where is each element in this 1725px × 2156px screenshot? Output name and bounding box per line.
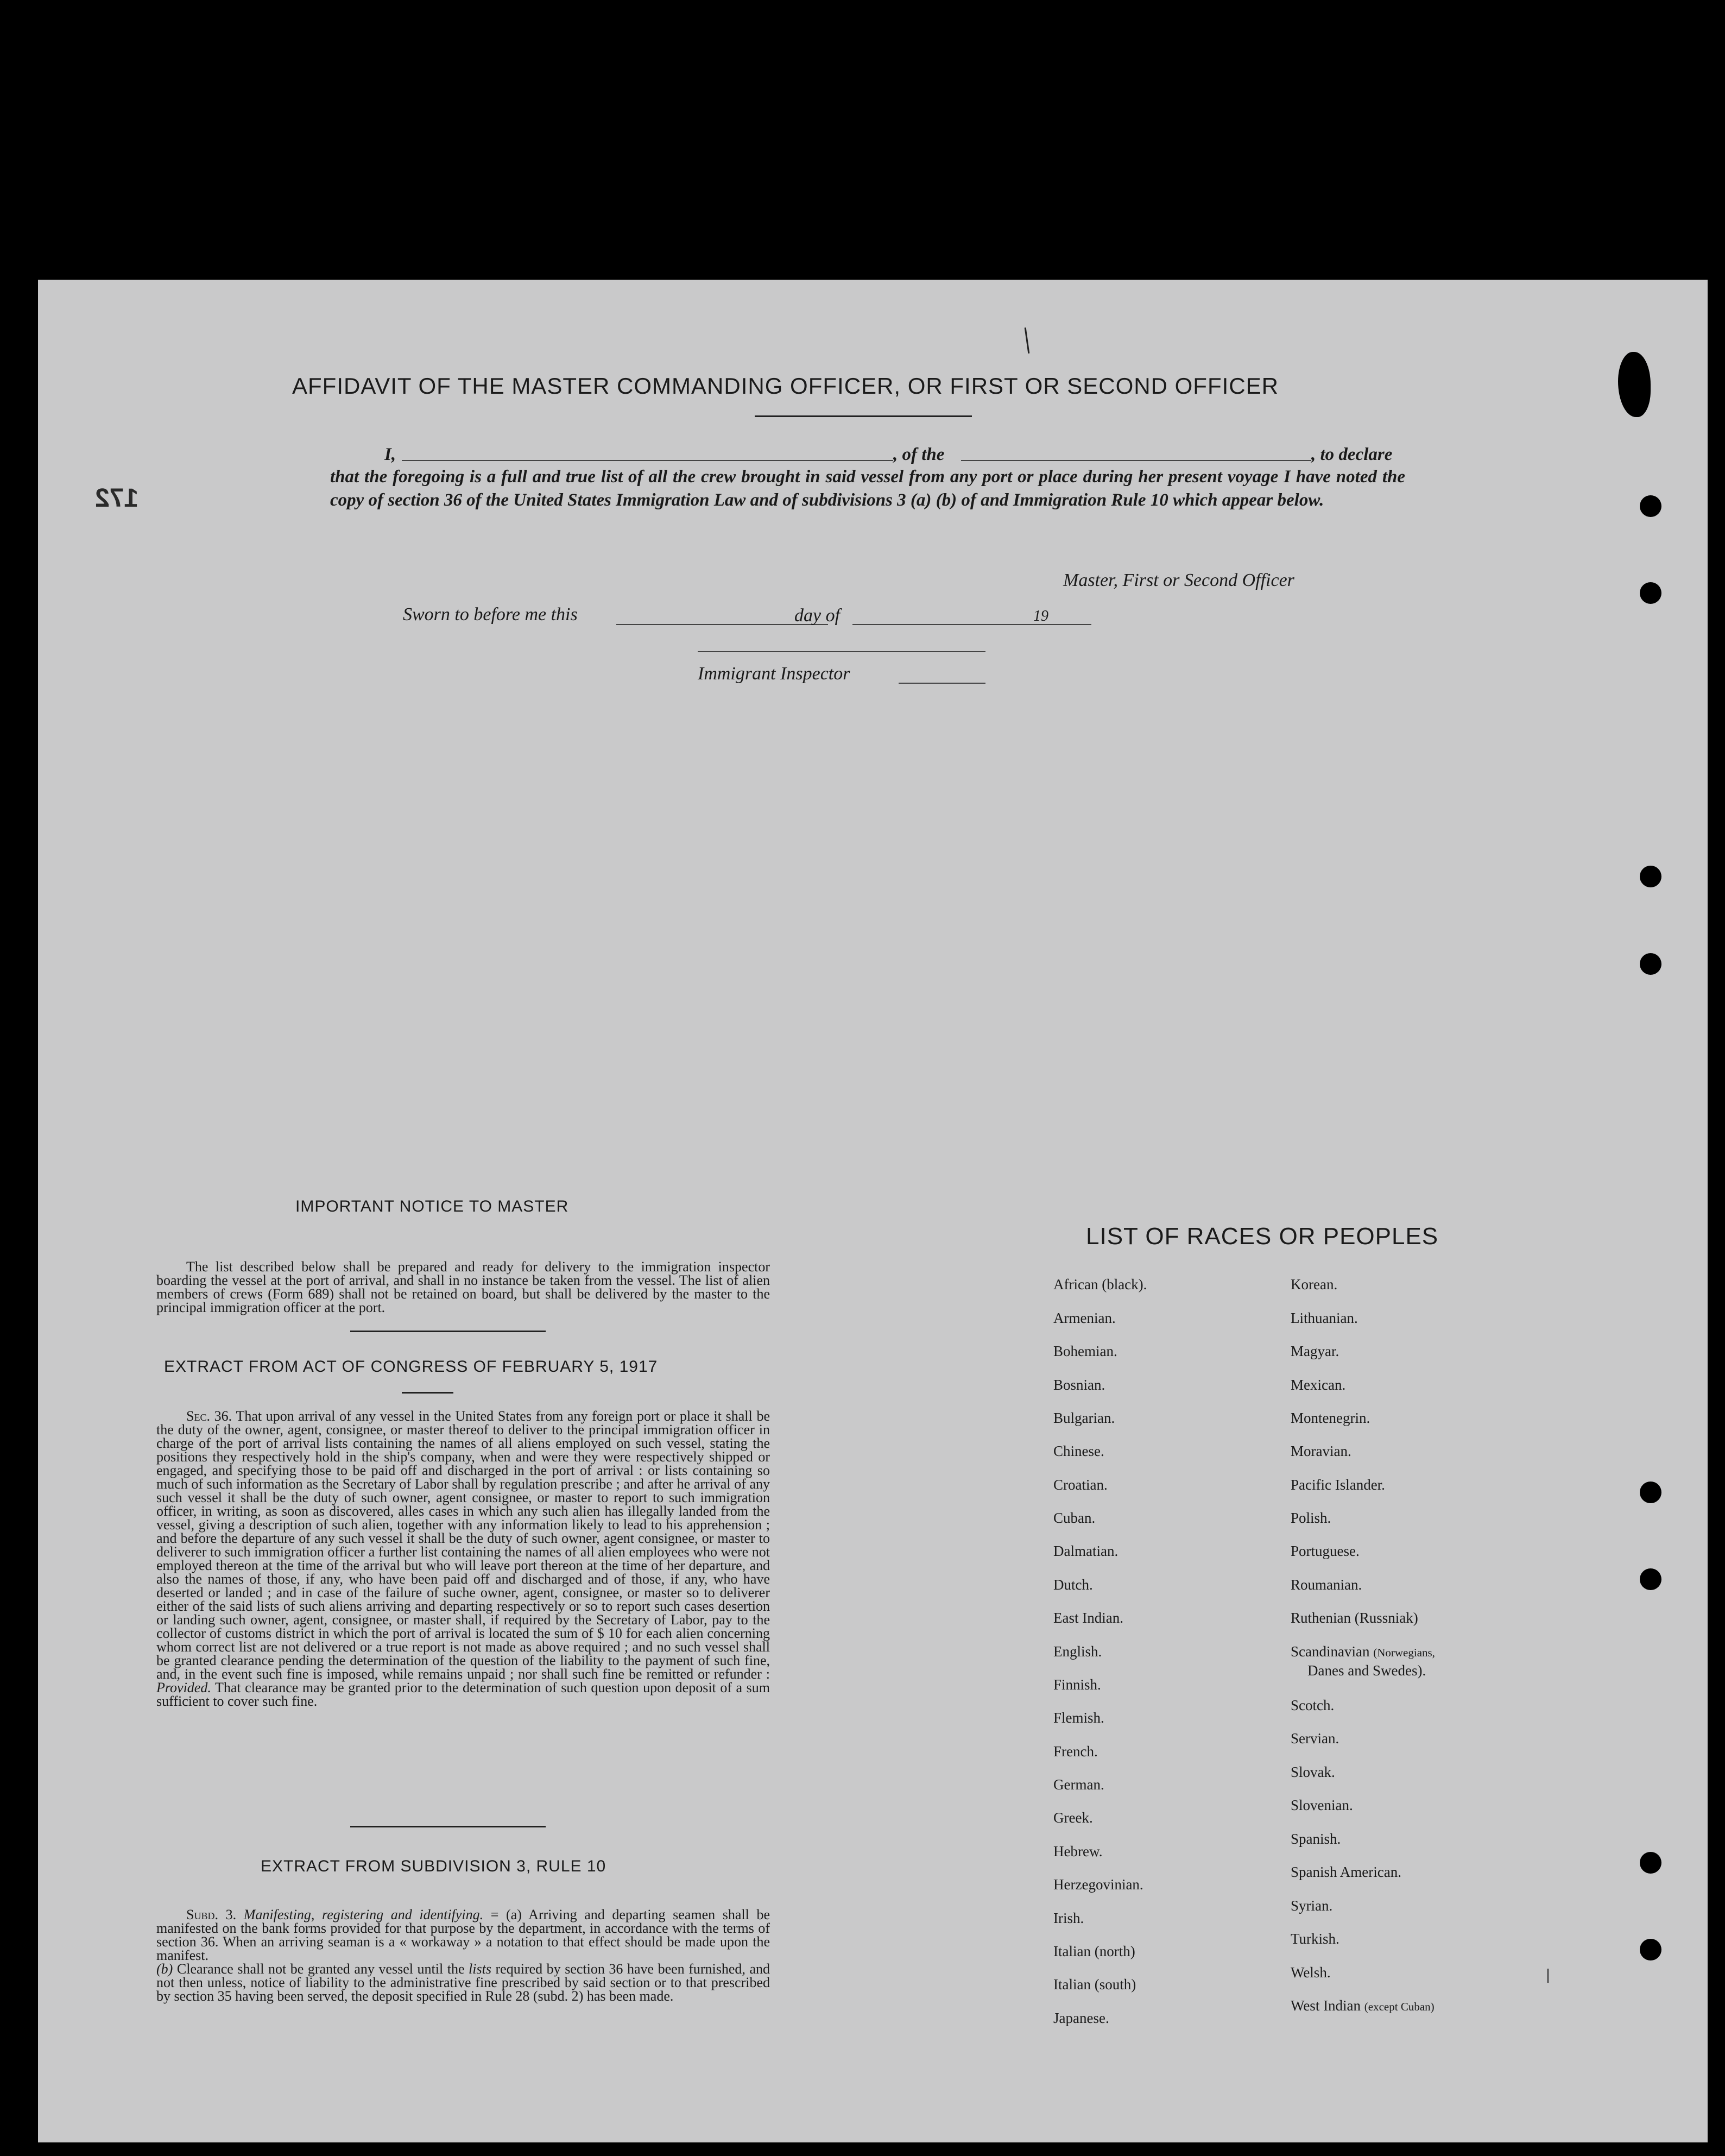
act-divider bbox=[350, 1826, 546, 1827]
race-left-1: Armenian. bbox=[1053, 1310, 1116, 1326]
rule-part-b-lists: lists bbox=[469, 1961, 491, 1977]
punch-hole-6 bbox=[1640, 1568, 1661, 1590]
day-of-label: day of bbox=[794, 606, 841, 626]
race-left-4: Bulgarian. bbox=[1053, 1410, 1115, 1426]
race-right-21 bbox=[1291, 1997, 1435, 2014]
race-left-6: Croatian. bbox=[1053, 1477, 1108, 1493]
race-left-17: Hebrew. bbox=[1053, 1843, 1103, 1859]
race-left-2: Bohemian. bbox=[1053, 1343, 1117, 1359]
race-right-21-label: West Indian bbox=[1291, 1997, 1361, 2014]
race-right-0: Korean. bbox=[1291, 1276, 1338, 1293]
affidavit-to-declare-label: , to declare bbox=[1311, 445, 1393, 464]
rule-part-b-rest: required by section 36 have been furnished, and not then unless, notice of liability to the administrative fine prescribed by said section or to that prescribed by section 35 having been served, the deposit specified in Rule 28 (subd. 2) has been made. bbox=[156, 1961, 770, 2004]
act-extract-body bbox=[156, 1409, 770, 1708]
affidavit-statement: that the foregoing is a full and true list of all the crew brought in said vessel from any port or place during her present voyage I have noted the copy of section 36 of the United States Immigration Law and of subdivisions 3 (a) (b) of and Immigration Rule 10 which appear below. bbox=[330, 467, 1405, 510]
race-left-9: Dutch. bbox=[1053, 1577, 1093, 1593]
race-right-5: Moravian. bbox=[1291, 1443, 1351, 1459]
races-title: LIST OF RACES OR PEOPLES bbox=[1086, 1223, 1439, 1250]
race-right-16: Spanish. bbox=[1291, 1831, 1341, 1847]
race-right-2: Magyar. bbox=[1291, 1343, 1339, 1359]
race-left-18: Herzegovinian. bbox=[1053, 1876, 1143, 1893]
act-body-end: That clearance may be granted prior to the determination of such question upon deposit of a sum sufficient to cover such fine. bbox=[156, 1680, 770, 1709]
race-right-6: Pacific Islander. bbox=[1291, 1477, 1385, 1493]
race-left-11: English. bbox=[1053, 1643, 1102, 1660]
race-left-7: Cuban. bbox=[1053, 1510, 1096, 1526]
rule-extract-title: EXTRACT FROM SUBDIVISION 3, RULE 10 bbox=[261, 1857, 606, 1875]
punch-hole-3 bbox=[1640, 866, 1661, 887]
document-page bbox=[38, 280, 1708, 2142]
race-left-5: Chinese. bbox=[1053, 1443, 1104, 1459]
race-right-7: Polish. bbox=[1291, 1510, 1331, 1526]
master-signature-label: Master, First or Second Officer bbox=[1063, 570, 1294, 590]
race-right-3: Mexican. bbox=[1291, 1377, 1346, 1393]
inspector-signature-field[interactable] bbox=[698, 650, 985, 652]
act-extract-title: EXTRACT FROM ACT OF CONGRESS OF FEBRUARY 5, 1917 bbox=[164, 1358, 658, 1376]
act-body-text: That upon arrival of any vessel in the United States from any foreign port or place it shall be the duty of the owner, agent, consignee, or master thereof to deliver to the principal immigration officer in charge of the port of arrival lists containing the names of all aliens employed on such vessel, stating the positions they respectively hold in the ship's company, when and were they were respectively shipped or engaged, and specifying those to be paid off and discharged in the port of arrival : or lists containing so much of such information as the Secretary of Labor shall by regulation prescribe ; and after he arrival of any such vessel it shall be the duty of such owner, agent consignee, or master to report to such immigration officer, in writing, as soon as discovered, alles cases in which any such alien has illegally landed from the vessel, giving a description of such alien, together with any information likely to lead to his apprehension ; and before the departure of any such vessel it shall be the duty of such owner, agent consignee, or master to deliverer to such immigration officer a further list containing the names of all alien employees who were not employed thereon at the time of the arrival but who will leave port thereon at the time of her departure, and also the names of those, if any, who have been paid off and discharged and of those, if any, who have deserted or landed ; and in case of the failure of suche owner, agent, consignee, or master so to deliverer either of the said lists of such aliens arriving and departing respectively or so to report such cases desertion or landing such owner, agent, consignee, or master shall, if required by the Secretary of Labor, pay to the collector of customs district in which the port of arrival is located the sum of $ 10 for each alien concerning whom correct list are not delivered or a true report is not made as above required ; and no such vessel shall be granted clearance pending the determination of the question of the liability to the payment of such fine, and, in the event such fine is imposed, while remains unpaid ; nor shall such fine be remitted or refunder : bbox=[156, 1408, 770, 1682]
race-left-10: East Indian. bbox=[1053, 1610, 1123, 1626]
vessel-field[interactable] bbox=[961, 459, 1311, 461]
race-left-19: Irish. bbox=[1053, 1910, 1084, 1926]
provided-label: Provided. bbox=[156, 1680, 211, 1695]
margin-number: 172 bbox=[95, 484, 139, 513]
punch-hole-8 bbox=[1640, 1939, 1661, 1960]
section-label: Sec. 36. bbox=[186, 1408, 232, 1424]
race-right-10: Ruthenian (Russniak) bbox=[1291, 1610, 1418, 1626]
race-left-21: Italian (south) bbox=[1053, 1976, 1136, 1993]
race-left-3: Bosnian. bbox=[1053, 1377, 1105, 1393]
rule-part-b-label: (b) bbox=[156, 1961, 173, 1977]
race-right-11 bbox=[1291, 1643, 1435, 1660]
scandinavian-note-1: (Norwegians, bbox=[1373, 1646, 1435, 1659]
race-left-15: German. bbox=[1053, 1776, 1104, 1793]
name-field[interactable] bbox=[402, 459, 893, 461]
pencil-tick-mark bbox=[1025, 327, 1030, 354]
notice-body: The list described below shall be prepared and ready for delivery to the immigration inspector boarding the vessel at the port of arrival, and shall in no instance be taken from the vessel. The list of alien members of crews (Form 689) shall not be retained on board, but shall be delivered by the master to the principal immigration officer at the port. bbox=[156, 1259, 770, 1315]
sworn-year-field[interactable] bbox=[1053, 623, 1091, 625]
race-left-0: African (black). bbox=[1053, 1276, 1147, 1293]
rule-part-a: = (a) Arriving and departing seamen shall be manifested on the bank forms provided for that purpose by the department, in accordance with the terms of section 36. When an arriving seaman is a « workaway » a notation to that effect should be made upon the manifest. bbox=[156, 1907, 770, 1963]
race-right-8: Portuguese. bbox=[1291, 1543, 1360, 1559]
race-right-15: Slovenian. bbox=[1291, 1797, 1353, 1813]
punch-hole-2 bbox=[1640, 582, 1661, 604]
punch-hole-1 bbox=[1640, 495, 1661, 517]
notice-divider bbox=[350, 1331, 546, 1332]
subd-heading: Manifesting, registering and identifying. bbox=[243, 1907, 484, 1922]
page-title: AFFIDAVIT OF THE MASTER COMMANDING OFFICER, OR FIRST OR SECOND OFFICER bbox=[292, 373, 1279, 399]
rule-extract-body bbox=[156, 1908, 770, 2003]
race-left-13: Flemish. bbox=[1053, 1710, 1104, 1726]
inspector-trailing-line bbox=[899, 682, 985, 684]
race-right-12: Scotch. bbox=[1291, 1697, 1335, 1713]
race-left-20: Italian (north) bbox=[1053, 1943, 1135, 1959]
punch-hole-5 bbox=[1640, 1482, 1661, 1503]
race-left-16: Greek. bbox=[1053, 1810, 1093, 1826]
race-right-19: Turkish. bbox=[1291, 1931, 1339, 1947]
punch-hole-7 bbox=[1640, 1852, 1661, 1874]
race-right-17: Spanish American. bbox=[1291, 1864, 1401, 1880]
race-right-20: Welsh. bbox=[1291, 1964, 1331, 1981]
act-title-underline bbox=[402, 1392, 453, 1394]
right-margin-tick bbox=[1547, 1969, 1549, 1983]
west-indian-note: (except Cuban) bbox=[1364, 2000, 1435, 2013]
race-left-14: French. bbox=[1053, 1743, 1098, 1760]
race-right-13: Servian. bbox=[1291, 1730, 1339, 1747]
heading-underline bbox=[755, 415, 972, 417]
sworn-month-field[interactable] bbox=[852, 623, 1053, 625]
rule-part-b: Clearance shall not be granted any vessel until the bbox=[176, 1961, 465, 1977]
race-left-12: Finnish. bbox=[1053, 1676, 1101, 1693]
sworn-label: Sworn to before me this bbox=[403, 604, 578, 625]
inspector-label: Immigrant Inspector bbox=[698, 664, 850, 684]
year-prefix-label: 19 bbox=[1033, 608, 1048, 625]
notice-title: IMPORTANT NOTICE TO MASTER bbox=[295, 1197, 569, 1215]
scandinavian-note-2: Danes and Swedes). bbox=[1307, 1662, 1426, 1679]
punch-hole-4 bbox=[1640, 953, 1661, 975]
affidavit-i-label: I, bbox=[384, 445, 396, 464]
race-left-8: Dalmatian. bbox=[1053, 1543, 1119, 1559]
race-left-22: Japanese. bbox=[1053, 2010, 1109, 2026]
race-right-18: Syrian. bbox=[1291, 1897, 1333, 1914]
race-right-11-label: Scandinavian bbox=[1291, 1643, 1370, 1660]
race-right-9: Roumanian. bbox=[1291, 1577, 1362, 1593]
race-right-4: Montenegrin. bbox=[1291, 1410, 1370, 1426]
subd-label: Subd. 3. bbox=[186, 1907, 237, 1922]
affidavit-of-the-label: , of the bbox=[893, 445, 945, 464]
race-right-14: Slovak. bbox=[1291, 1764, 1335, 1780]
race-right-1: Lithuanian. bbox=[1291, 1310, 1358, 1326]
